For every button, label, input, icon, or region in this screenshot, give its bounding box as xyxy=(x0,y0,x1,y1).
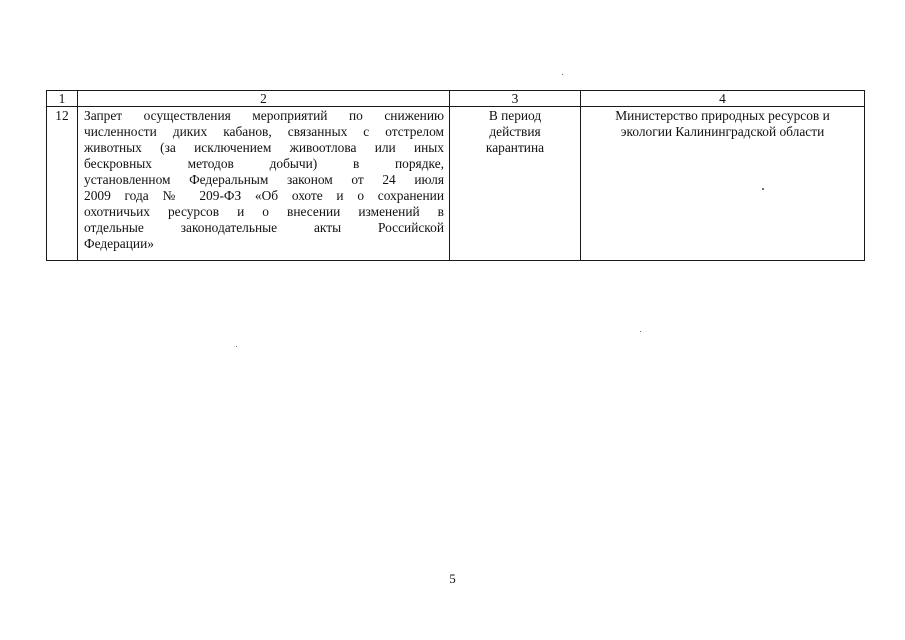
scan-speck xyxy=(640,331,641,332)
table-header-row xyxy=(47,91,865,107)
period-line: карантина xyxy=(485,140,545,155)
responsible-line: Министерство природных ресурсов и xyxy=(615,108,830,123)
measure-line: установленном Федеральным законом от 24 июля xyxy=(84,172,444,187)
measure-line: бескровных методов добычи) в порядке, xyxy=(84,156,444,171)
measure-description xyxy=(78,107,450,261)
period-line: действия xyxy=(489,124,541,139)
period-line: В период xyxy=(488,108,542,123)
header-col-3: 3 xyxy=(450,91,581,107)
period-cell xyxy=(450,107,581,261)
page-number: 5 xyxy=(449,571,456,586)
header-col-4: 4 xyxy=(581,91,865,107)
measures-table xyxy=(46,90,865,261)
responsible-line: экологии Калининградской области xyxy=(620,124,825,139)
measure-line: 2009 года № 209-ФЗ «Об охоте и о сохранении xyxy=(84,188,444,203)
measure-line: Федерации» xyxy=(84,236,154,251)
scan-speck xyxy=(762,188,764,190)
responsible-cell xyxy=(581,107,865,261)
scan-speck xyxy=(236,346,237,347)
table-row xyxy=(47,107,865,261)
row-number: 12 xyxy=(47,107,78,261)
measure-line: животных (за исключением живоотлова или иных xyxy=(84,140,444,155)
measure-line: охотничьих ресурсов и о внесении изменений в xyxy=(84,204,444,219)
header-col-1: 1 xyxy=(47,91,78,107)
header-col-2: 2 xyxy=(78,91,450,107)
scan-speck xyxy=(562,74,563,75)
measure-line: Запрет осуществления мероприятий по снижению xyxy=(84,108,444,123)
measure-line: численности диких кабанов, связанных с отстрелом xyxy=(84,124,444,139)
measure-line: отдельные законодательные акты Российской xyxy=(84,220,444,235)
